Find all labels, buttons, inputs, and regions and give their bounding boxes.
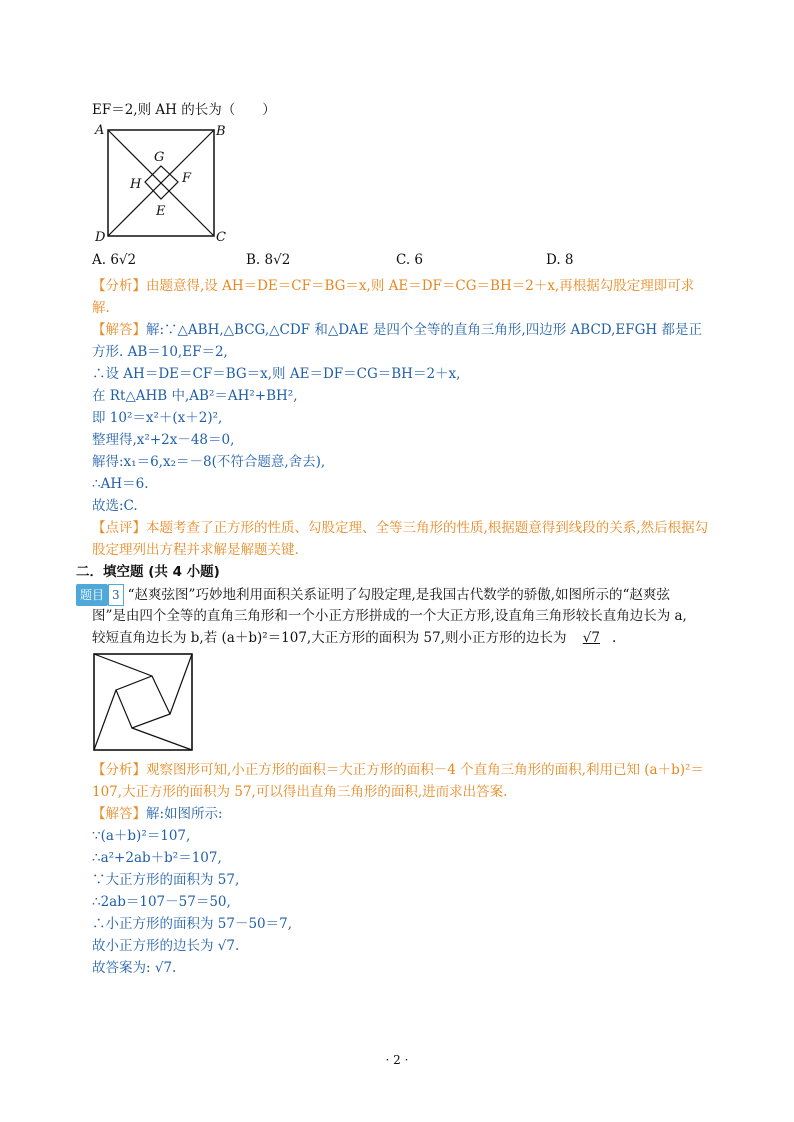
q2-solution-line: 故选:C. (92, 498, 138, 514)
q2-solution-line: 解得:x₁＝6,x₂＝－8(不符合题意,舍去), (92, 454, 326, 470)
label-C: C (216, 230, 226, 245)
question-badge: 题目 (76, 584, 108, 606)
solution-tag: 【解答】 (92, 322, 146, 338)
q3-answer: √7 (582, 630, 600, 646)
q3-solution-line: ∵(a＋b)²＝107, (92, 828, 191, 844)
q3-solution-line: ∴2ab＝107－57＝50, (92, 894, 231, 910)
q3-analysis-line2: 107,大正方形的面积为 57,可以得出直角三角形的面积,进而求出答案. (92, 784, 508, 800)
q2-solution-line: ∴AH＝6. (92, 476, 149, 492)
zhao-shuang-figure (90, 650, 198, 754)
option-c: C. 6 (396, 252, 424, 268)
label-D: D (95, 230, 106, 245)
q3-solution-line: 故答案为: √7. (92, 960, 177, 976)
q2-comment-line1: 【点评】本题考查了正方形的性质、勾股定理、全等三角形的性质,根据题意得到线段的关系,然后根据勾 (92, 520, 709, 536)
q3-solution-line1: 【解答】解:如图所示: (92, 806, 223, 822)
q2-solution-line: 方形. AB＝10,EF＝2, (92, 344, 228, 360)
label-E: E (156, 204, 166, 219)
q2-solution-line: 在 Rt△AHB 中,AB²＝AH²+BH², (92, 388, 298, 404)
q2-comment-line2: 股定理列出方程并求解是解题关键. (92, 542, 299, 558)
q2-solution-line: 整理得,x²+2x－48＝0, (92, 432, 235, 448)
q2-solution-line: 即 10²＝x²＋(x＋2)², (92, 410, 223, 426)
solution-tag: 【解答】 (92, 806, 146, 822)
label-F: F (182, 171, 192, 186)
option-d: D. 8 (546, 252, 574, 268)
q2-analysis-line2: 解. (92, 300, 110, 316)
q3-stem-line3: 较短直角边长为 b,若 (a＋b)²＝107,大正方形的面积为 57,则小正方形的边长为 √7 . (92, 630, 617, 646)
q3-stem-line1: 题目 3 “赵爽弦图”巧妙地利用面积关系证明了勾股定理,是我国古代数学的骄傲,如图所示的“赵爽弦 (76, 584, 670, 606)
q3-solution-line: ∴小正方形的面积为 57－50＝7, (92, 916, 293, 932)
option-b: B. 8√2 (246, 252, 291, 268)
q2-solution-line1: 【解答】解:∵△ABH,△BCG,△CDF 和△DAE 是四个全等的直角三角形,四边形 ABCD,EFGH 都是正 (92, 322, 702, 338)
comment-tag: 【点评】 (92, 520, 146, 536)
section-title: 二．填空题 (共 4 小题) (76, 564, 220, 580)
label-H: H (130, 177, 142, 192)
q2-stem: EF＝2,则 AH 的长为（ ） (92, 102, 276, 118)
analysis-tag: 【分析】 (92, 762, 146, 778)
question-number: 3 (108, 584, 124, 606)
page-number: · 2 · (385, 1053, 409, 1067)
q3-solution-line: ∵大正方形的面积为 57, (92, 872, 240, 888)
q2-solution-line: ∴设 AH＝DE＝CF＝BG＝x,则 AE＝DF＝CG＝BH＝2＋x, (92, 366, 461, 382)
label-B: B (216, 124, 226, 139)
label-G: G (154, 150, 165, 165)
q2-figure (90, 120, 240, 248)
q3-analysis-line1: 【分析】观察图形可知,小正方形的面积＝大正方形的面积－4 个直角三角形的面积,利用已知 (a＋b)²＝ (92, 762, 704, 778)
q2-analysis-line1: 【分析】由题意得,设 AH＝DE＝CF＝BG＝x,则 AE＝DF＝CG＝BH＝2＋x,再根据勾股定理即可求 (92, 278, 695, 294)
q3-solution-line: ∴a²+2ab＋b²＝107, (92, 850, 222, 866)
analysis-tag: 【分析】 (92, 278, 146, 294)
q3-solution-line: 故小正方形的边长为 √7. (92, 938, 240, 954)
option-a: A. 6√2 (92, 252, 137, 268)
q3-stem-line2: 图”是由四个全等的直角三角形和一个小正方形拼成的一个大正方形,设直角三角形较长直角边长为 a, (92, 608, 687, 624)
label-A: A (95, 123, 105, 138)
